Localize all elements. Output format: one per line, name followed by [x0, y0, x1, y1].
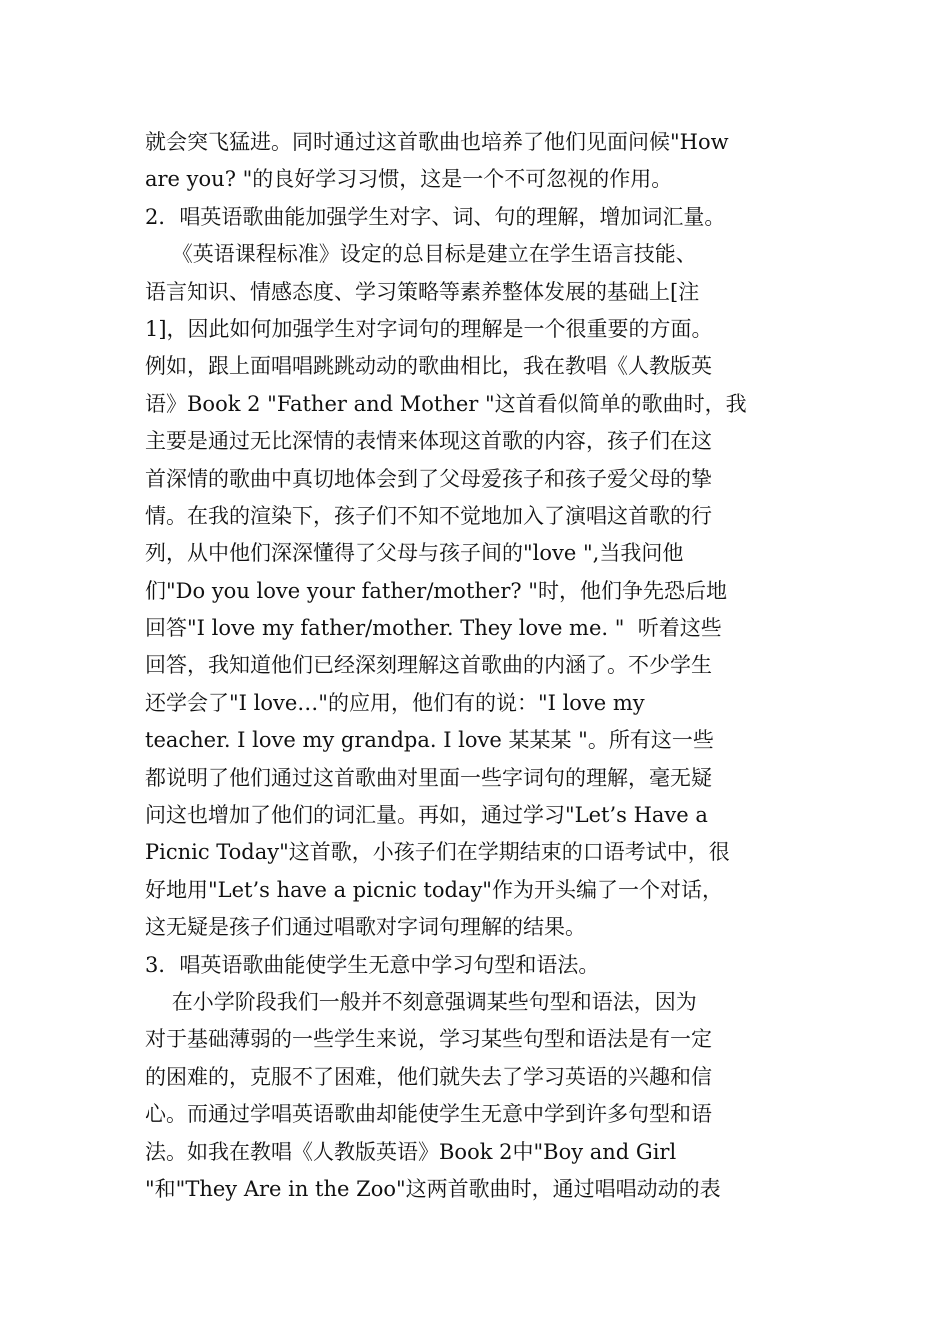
- text-line: 心。而通过学唱英语歌曲却能使学生无意中学到许多句型和语: [145, 1102, 712, 1127]
- text-line: 语言知识、情感态度、学习策略等素养整体发展的基础上[注: [145, 279, 700, 304]
- text-line: 回答"I love my father/mother. They love me. " 听着这些: [145, 616, 722, 641]
- text-line: 语》Book 2 "Father and Mother "这首看似简单的歌曲时，我: [145, 391, 747, 416]
- text-line: 回答，我知道他们已经深刻理解这首歌曲的内涵了。不少学生: [145, 653, 712, 678]
- text-line: teacher. I love my grandpa. I love 某某某 "。所有这一些: [145, 728, 714, 753]
- text-line: 法。如我在教唱《人教版英语》Book 2中"Boy and Girl: [145, 1139, 677, 1164]
- text-line: are you? "的良好学习习惯，这是一个不可忽视的作用。: [145, 167, 673, 192]
- text-line: 问这也增加了他们的词汇量。再如，通过学习"Let’s Have a: [145, 803, 708, 828]
- text-line: 首深情的歌曲中真切地体会到了父母爱孩子和孩子爱父母的挚: [145, 466, 712, 491]
- text-line: 还学会了"I love…"的应用，他们有的说："I love my: [145, 690, 645, 715]
- text-line: 主要是通过无比深情的表情来体现这首歌的内容，孩子们在这: [145, 429, 712, 454]
- text-line: 们"Do you love your father/mother? "时，他们争先恐后地: [145, 578, 727, 603]
- text-line: "和"They Are in the Zoo"这两首歌曲时，通过唱唱动动的表: [145, 1176, 721, 1201]
- text-line: 例如，跟上面唱唱跳跳动动的歌曲相比，我在教唱《人教版英: [145, 354, 712, 379]
- text-line: 的困难的，克服不了困难，他们就失去了学习英语的兴趣和信: [145, 1064, 712, 1089]
- text-line: 就会突飞猛进。同时通过这首歌曲也培养了他们见面问候"How: [145, 130, 729, 154]
- text-line: 好地用"Let’s have a picnic today"作为开头编了一个对话，: [145, 877, 723, 902]
- text-line: 对于基础薄弱的一些学生来说，学习某些句型和语法是有一定: [145, 1027, 712, 1052]
- text-line: 这无疑是孩子们通过唱歌对字词句理解的结果。: [145, 915, 586, 940]
- section-heading: 3．唱英语歌曲能使学生无意中学习句型和语法。: [145, 952, 600, 977]
- text-line: 在小学阶段我们一般并不刻意强调某些句型和语法，因为: [145, 989, 697, 1014]
- text-line: 列，从中他们深深懂得了父母与孩子间的"love ",当我问他: [145, 541, 684, 566]
- body-text: [145, 124, 815, 1208]
- text-line: 《英语课程标准》设定的总目标是建立在学生语言技能、: [145, 242, 697, 267]
- text-line: Picnic Today"这首歌，小孩子们在学期结束的口语考试中，很: [145, 840, 730, 865]
- text-line: 都说明了他们通过这首歌曲对里面一些字词句的理解，毫无疑: [145, 765, 712, 790]
- text-line: 情。在我的渲染下，孩子们不知不觉地加入了演唱这首歌的行: [145, 503, 712, 528]
- text-line: 1]，因此如何加强学生对字词句的理解是一个很重要的方面。: [145, 316, 713, 341]
- section-heading: 2．唱英语歌曲能加强学生对字、词、句的理解，增加词汇量。: [145, 204, 726, 229]
